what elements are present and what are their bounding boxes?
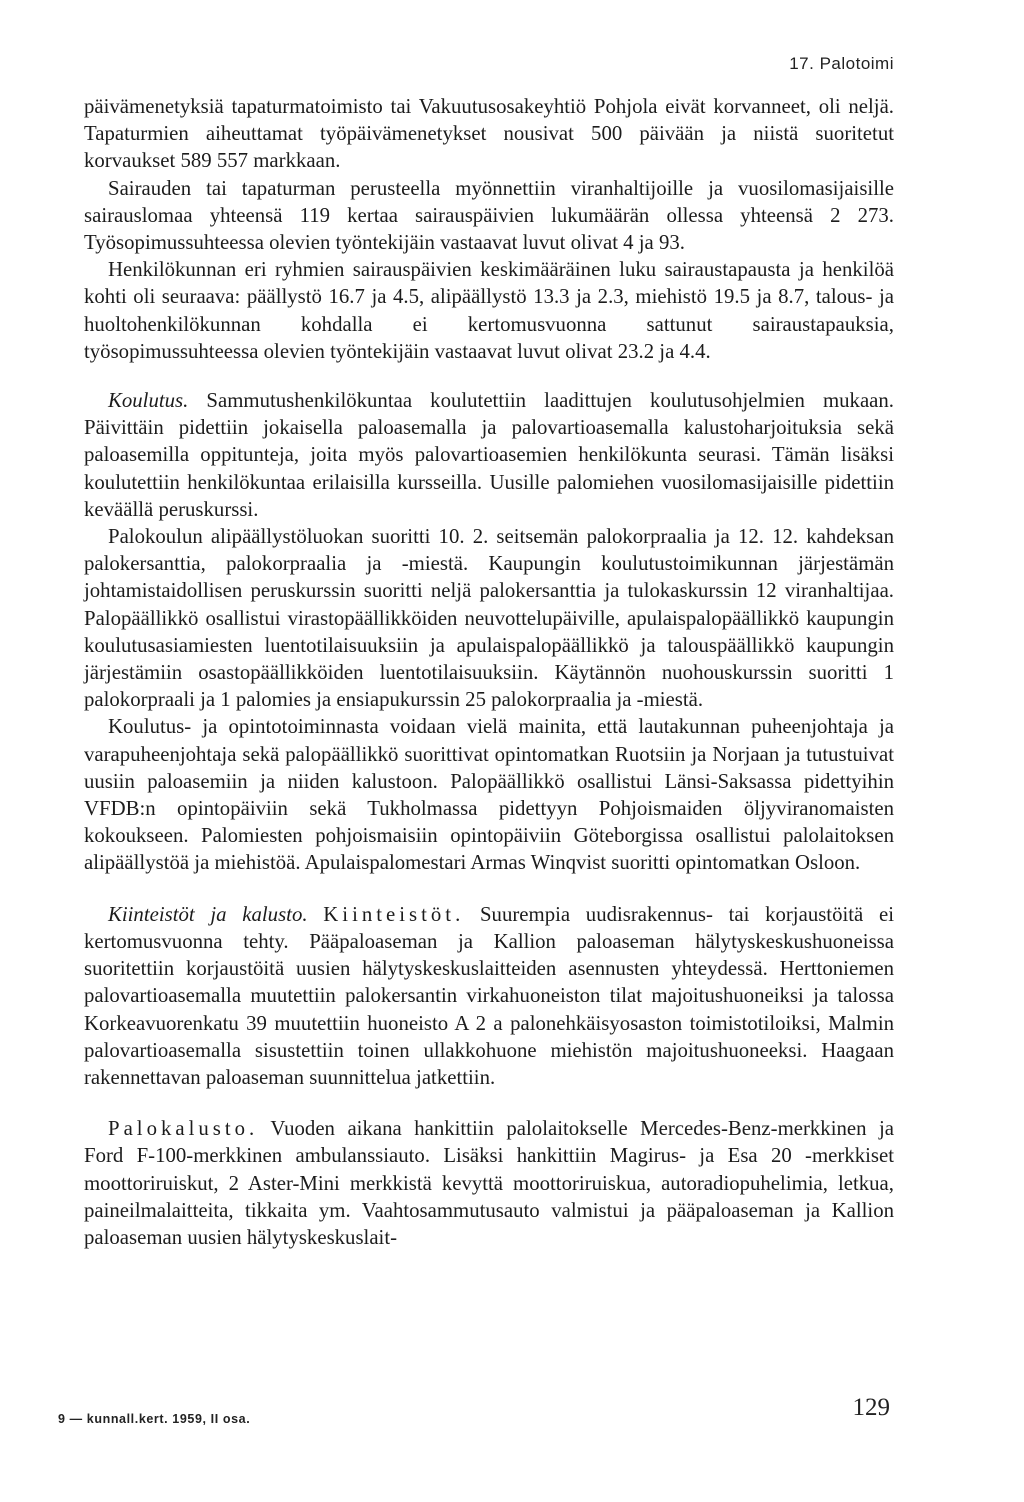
running-head: 17. Palotoimi bbox=[789, 54, 894, 73]
page-number: 129 bbox=[852, 1394, 890, 1421]
paragraph-courses: Palokoulun alipäällystöluokan suoritti 10. 2. seitsemän palokorpraalia ja 12. 12. kahdeksan palokersanttia, palokorpraalia ja -miestä. Kaupungin koulutustoimikunnan järjestämän johtamistaidollisen peruskurssin suoritti neljä palokersanttia ja tulokaskurssin 12 viranhaltijaa. Palopäällikkö osallistui virastopäällikköiden neuvottelupäiville, apulaispalopäällikkö kaupungin koulutusasiamiesten luentotilaisuuksiin ja apulaispalopäällikkö ja talouspäällikkö kaupungin järjestämiin osastopäällikköiden luentotilaisuuksiin. Käytännön nuohouskurssin suoritti 1 palokorpraali ja 1 palomies ja ensiapukurssin 25 palokorpraalia ja -miestä. bbox=[84, 525, 894, 712]
subheading-fire-equipment: Palokalusto. bbox=[108, 1117, 259, 1141]
paragraph-sick-leave: Sairauden tai tapaturman perusteella myönnettiin viranhaltijoille ja vuosilomasijaisille sairauslomaa yhteensä 119 kertaa sairauspäivien lukumäärän ollessa yhteensä 2 273. Työsopimussuhteessa olevien työntekijäin vastaavat luvut olivat 4 ja 93. bbox=[84, 176, 894, 255]
paragraph-fire-equipment bbox=[84, 1115, 894, 1251]
paragraph-training bbox=[84, 387, 894, 523]
properties-body: Suurempia uudisrakennus- tai korjaustöitä ei kertomusvuonna tehty. Pääpaloaseman ja Kallion paloaseman hälytyskeskushuoneissa suoritettiin korjaustöitä uusien hälytyskeskuslaitteiden asennusten yhteydessä. Herttoniemen palovartioasemalla muutettiin palokersantin virkahuoneiston tilat majoitushuoneiksi ja talossa Korkeavuorenkatu 39 muutettiin huoneisto A 2 a palonehkäisyosaston toimistotiloiksi, Malmin palovartioasemalla sisustettiin toinen ullakkohuone miehistön majoitushuoneeksi. Haagaan rakennettavan paloaseman suunnittelua jatkettiin. bbox=[84, 902, 894, 1089]
paragraph-absence-compensation: päivämenetyksiä tapaturmatoimisto tai Vakuutusosakeyhtiö Pohjola eivät korvanneet, oli neljä. Tapaturmien aiheuttamat työpäivämenetykset nousivat 500 päivään ja niistä suoritetut korvaukset 589 557 markkaan. bbox=[84, 95, 894, 173]
section-heading-training: Koulutus. bbox=[108, 389, 189, 413]
training-body: Sammutushenkilökuntaa koulutettiin laadittujen koulutusohjelmien mukaan. Päivittäin pidettiin jokaisella paloasemalla ja palovartioasemalla kalustoharjoituksia sekä paloasemilla oppitunteja, joita myös palovartioasemien henkilökunta seurasi. Tämän lisäksi koulutettiin henkilökuntaa erilaisilla kursseilla. Uusille palomiehen vuosilomasijaisille pidettiin keväällä peruskurssi. bbox=[84, 389, 894, 521]
section-heading-properties-equipment: Kiinteistöt ja kalusto. bbox=[108, 902, 308, 926]
subheading-properties: Kiinteistöt. bbox=[323, 902, 465, 926]
body-text bbox=[84, 93, 894, 1251]
paragraph-study-trips: Koulutus- ja opintotoiminnasta voidaan vielä mainita, että lautakunnan puheenjohtaja ja varapuheenjohtaja sekä palopäällikkö suorittivat opintomatkan Ruotsiin ja Norjaan ja tutustuivat uusiin paloasemiin ja niiden kalustoon. Palopäällikkö osallistui Länsi-Saksassa pidettyihin VFDB:n opintopäiviin sekä Tukholmassa pidettyyn Pohjoismaiden öljyviranomaisten kokoukseen. Palomiesten pohjoismaisiin opintopäiviin Göteborgissa osallistui palolaitoksen alipäällystöä ja miehistöä. Apulaispalomestari Armas Winqvist suoritti opintomatkan Osloon. bbox=[84, 715, 894, 875]
paragraph-properties bbox=[84, 901, 894, 1091]
fire-equipment-body: Vuoden aikana hankittiin palolaitokselle Mercedes-Benz-merkkinen ja Ford F-100-merkkinen ambulanssiauto. Lisäksi hankittiin Magirus- ja Esa 20 -merkkiset moottoriruiskut, 2 Aster-Mini merkkistä kevyttä moottoriruiskua, autoradiopuhelimia, letkua, paineilmalaitteita, tikkaita ym. Vaahtosammutusauto valmistui ja pääpaloaseman ja Kallion paloaseman uusien hälytyskeskuslait- bbox=[84, 1117, 894, 1249]
signature-note: 9 — kunnall.kert. 1959, II osa. bbox=[58, 1412, 251, 1426]
paragraph-sick-day-averages: Henkilökunnan eri ryhmien sairauspäivien keskimääräinen luku sairaustapausta ja henkilöä kohti oli seuraava: päällystö 16.7 ja 4.5, alipäällystö 13.3 ja 2.3, miehistö 19.5 ja 8.7, talous- ja huoltohenkilökunnan kohdalla ei kertomusvuonna sattunut sairaustapauksia, työsopimussuhteessa olevien työntekijäin vastaavat luvut olivat 23.2 ja 4.4. bbox=[84, 258, 894, 363]
